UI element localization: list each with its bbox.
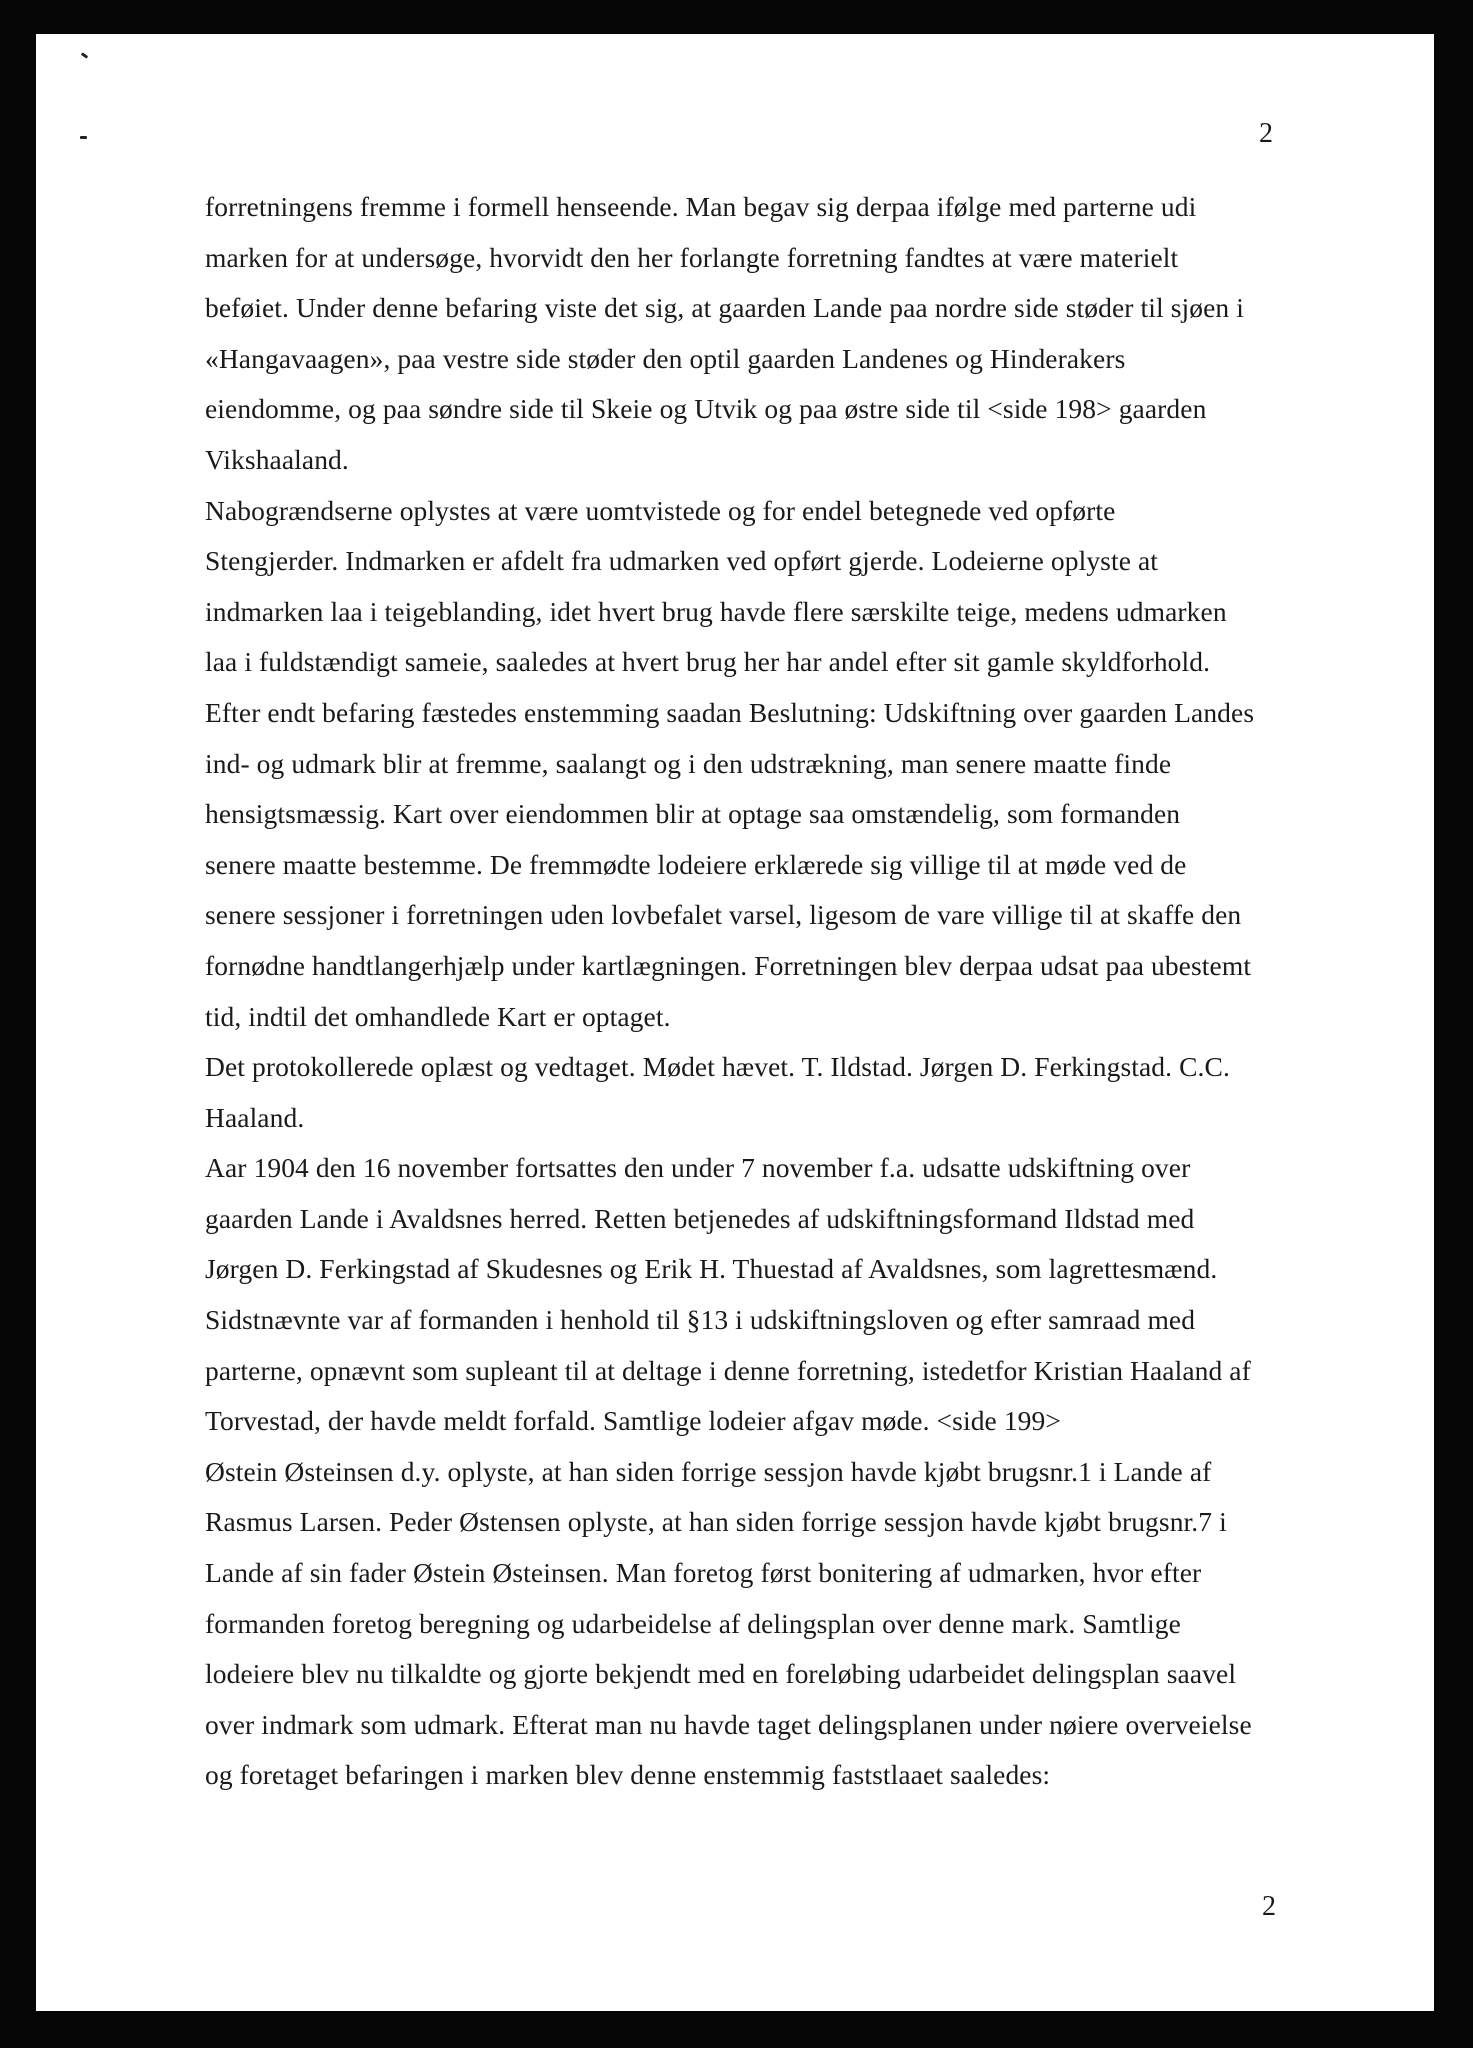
text-line: Sidstnævnte var af formanden i henhold til §13 i udskiftningsloven og efter samraad med: [205, 1304, 1196, 1336]
text-line: Efter endt befaring fæstedes enstemming saadan Beslutning: Udskiftning over gaarden Landes: [205, 696, 1255, 728]
text-line: Torvestad, der havde meldt forfald. Samtlige lodeier afgav møde. <side 199>: [205, 1405, 1061, 1437]
text-line: og foretaget befaringen i marken blev denne enstemmig faststlaaet saaledes:: [205, 1759, 1051, 1791]
page-number-bottom: 2: [1262, 1891, 1276, 1922]
text-line: lodeiere blev nu tilkaldte og gjorte bekjendt med en foreløbing udarbeidet delingsplan saavel: [205, 1658, 1237, 1690]
text-line: Det protokollerede oplæst og vedtaget. Mødet hævet. T. Ildstad. Jørgen D. Ferkingstad. C.C.: [205, 1051, 1230, 1083]
text-line: «Hangavaagen», paa vestre side støder den optil gaarden Landenes og Hinderakers: [205, 342, 1126, 374]
text-line: Østein Østeinsen d.y. oplyste, at han siden forrige sessjon havde kjøbt brugsnr.1 i Lande af: [205, 1455, 1212, 1487]
text-line: indmarken laa i teigeblanding, idet hvert brug havde flere særskilte teige, medens udmarken: [205, 595, 1227, 627]
document-body: [205, 182, 1315, 1801]
text-line: gaarden Lande i Avaldsnes herred. Retten betjenedes af udskiftningsformand Ildstad med: [205, 1202, 1195, 1234]
text-line: Rasmus Larsen. Peder Østensen oplyste, at han siden forrige sessjon havde kjøbt brugsnr.7 i: [205, 1506, 1227, 1538]
text-line: beføiet. Under denne befaring viste det sig, at gaarden Lande paa nordre side støder til sjøen i: [205, 292, 1244, 324]
text-line: over indmark som udmark. Efterat man nu havde taget delingsplanen under nøiere overveielse: [205, 1708, 1252, 1740]
text-line: Aar 1904 den 16 november fortsattes den under 7 november f.a. udsatte udskiftning over: [205, 1152, 1191, 1184]
text-line: ind- og udmark blir at fremme, saalangt og i den udstrækning, man senere maatte finde: [205, 747, 1172, 779]
scan-speck-mark: [80, 136, 87, 139]
text-line: tid, indtil det omhandlede Kart er optaget.: [205, 1000, 671, 1032]
text-line: senere sessjoner i forretningen uden lovbefalet varsel, ligesom de vare villige til at skaffe den: [205, 899, 1242, 931]
text-line: eiendomme, og paa søndre side til Skeie og Utvik og paa østre side til <side 198> gaarden: [205, 393, 1207, 425]
text-line: Haaland.: [205, 1101, 305, 1133]
text-line: formanden foretog beregning og udarbeidelse af delingsplan over denne mark. Samtlige: [205, 1607, 1181, 1639]
text-line: forretningens fremme i formell henseende. Man begav sig derpaa ifølge med parterne udi: [205, 191, 1197, 222]
text-line: Jørgen D. Ferkingstad af Skudesnes og Erik H. Thuestad af Avaldsnes, som lagrettesmænd.: [205, 1253, 1218, 1285]
text-line: Nabogrændserne oplystes at være uomtvistede og for endel betegnede ved opførte: [205, 494, 1116, 526]
text-line: Stengjerder. Indmarken er afdelt fra udmarken ved opført gjerde. Lodeierne oplyste at: [205, 545, 1159, 577]
document-page: [36, 34, 1434, 2011]
text-line: parterne, opnævnt som supleant til at deltage i denne forretning, istedetfor Kristian Haaland af: [205, 1354, 1251, 1386]
text-line: senere maatte bestemme. De fremmødte lodeiere erklærede sig villige til at møde ved de: [205, 848, 1187, 880]
page-number-top: 2: [1259, 118, 1273, 149]
text-line: Lande af sin fader Østein Østeinsen. Man foretog først bonitering af udmarken, hvor efter: [205, 1557, 1202, 1589]
text-line: hensigtsmæssig. Kart over eiendommen blir at optage saa omstændelig, som formanden: [205, 798, 1181, 830]
scan-speck-mark: [81, 52, 88, 58]
text-line: Vikshaaland.: [205, 443, 349, 475]
text-line: marken for at undersøge, hvorvidt den her forlangte forretning fandtes at være materielt: [205, 241, 1179, 273]
text-line: fornødne handtlangerhjælp under kartlægningen. Forretningen blev derpaa udsat paa ubestemt: [205, 949, 1252, 981]
text-line: laa i fuldstændigt sameie, saaledes at hvert brug her har andel efter sit gamle skyldforhold.: [205, 646, 1211, 678]
